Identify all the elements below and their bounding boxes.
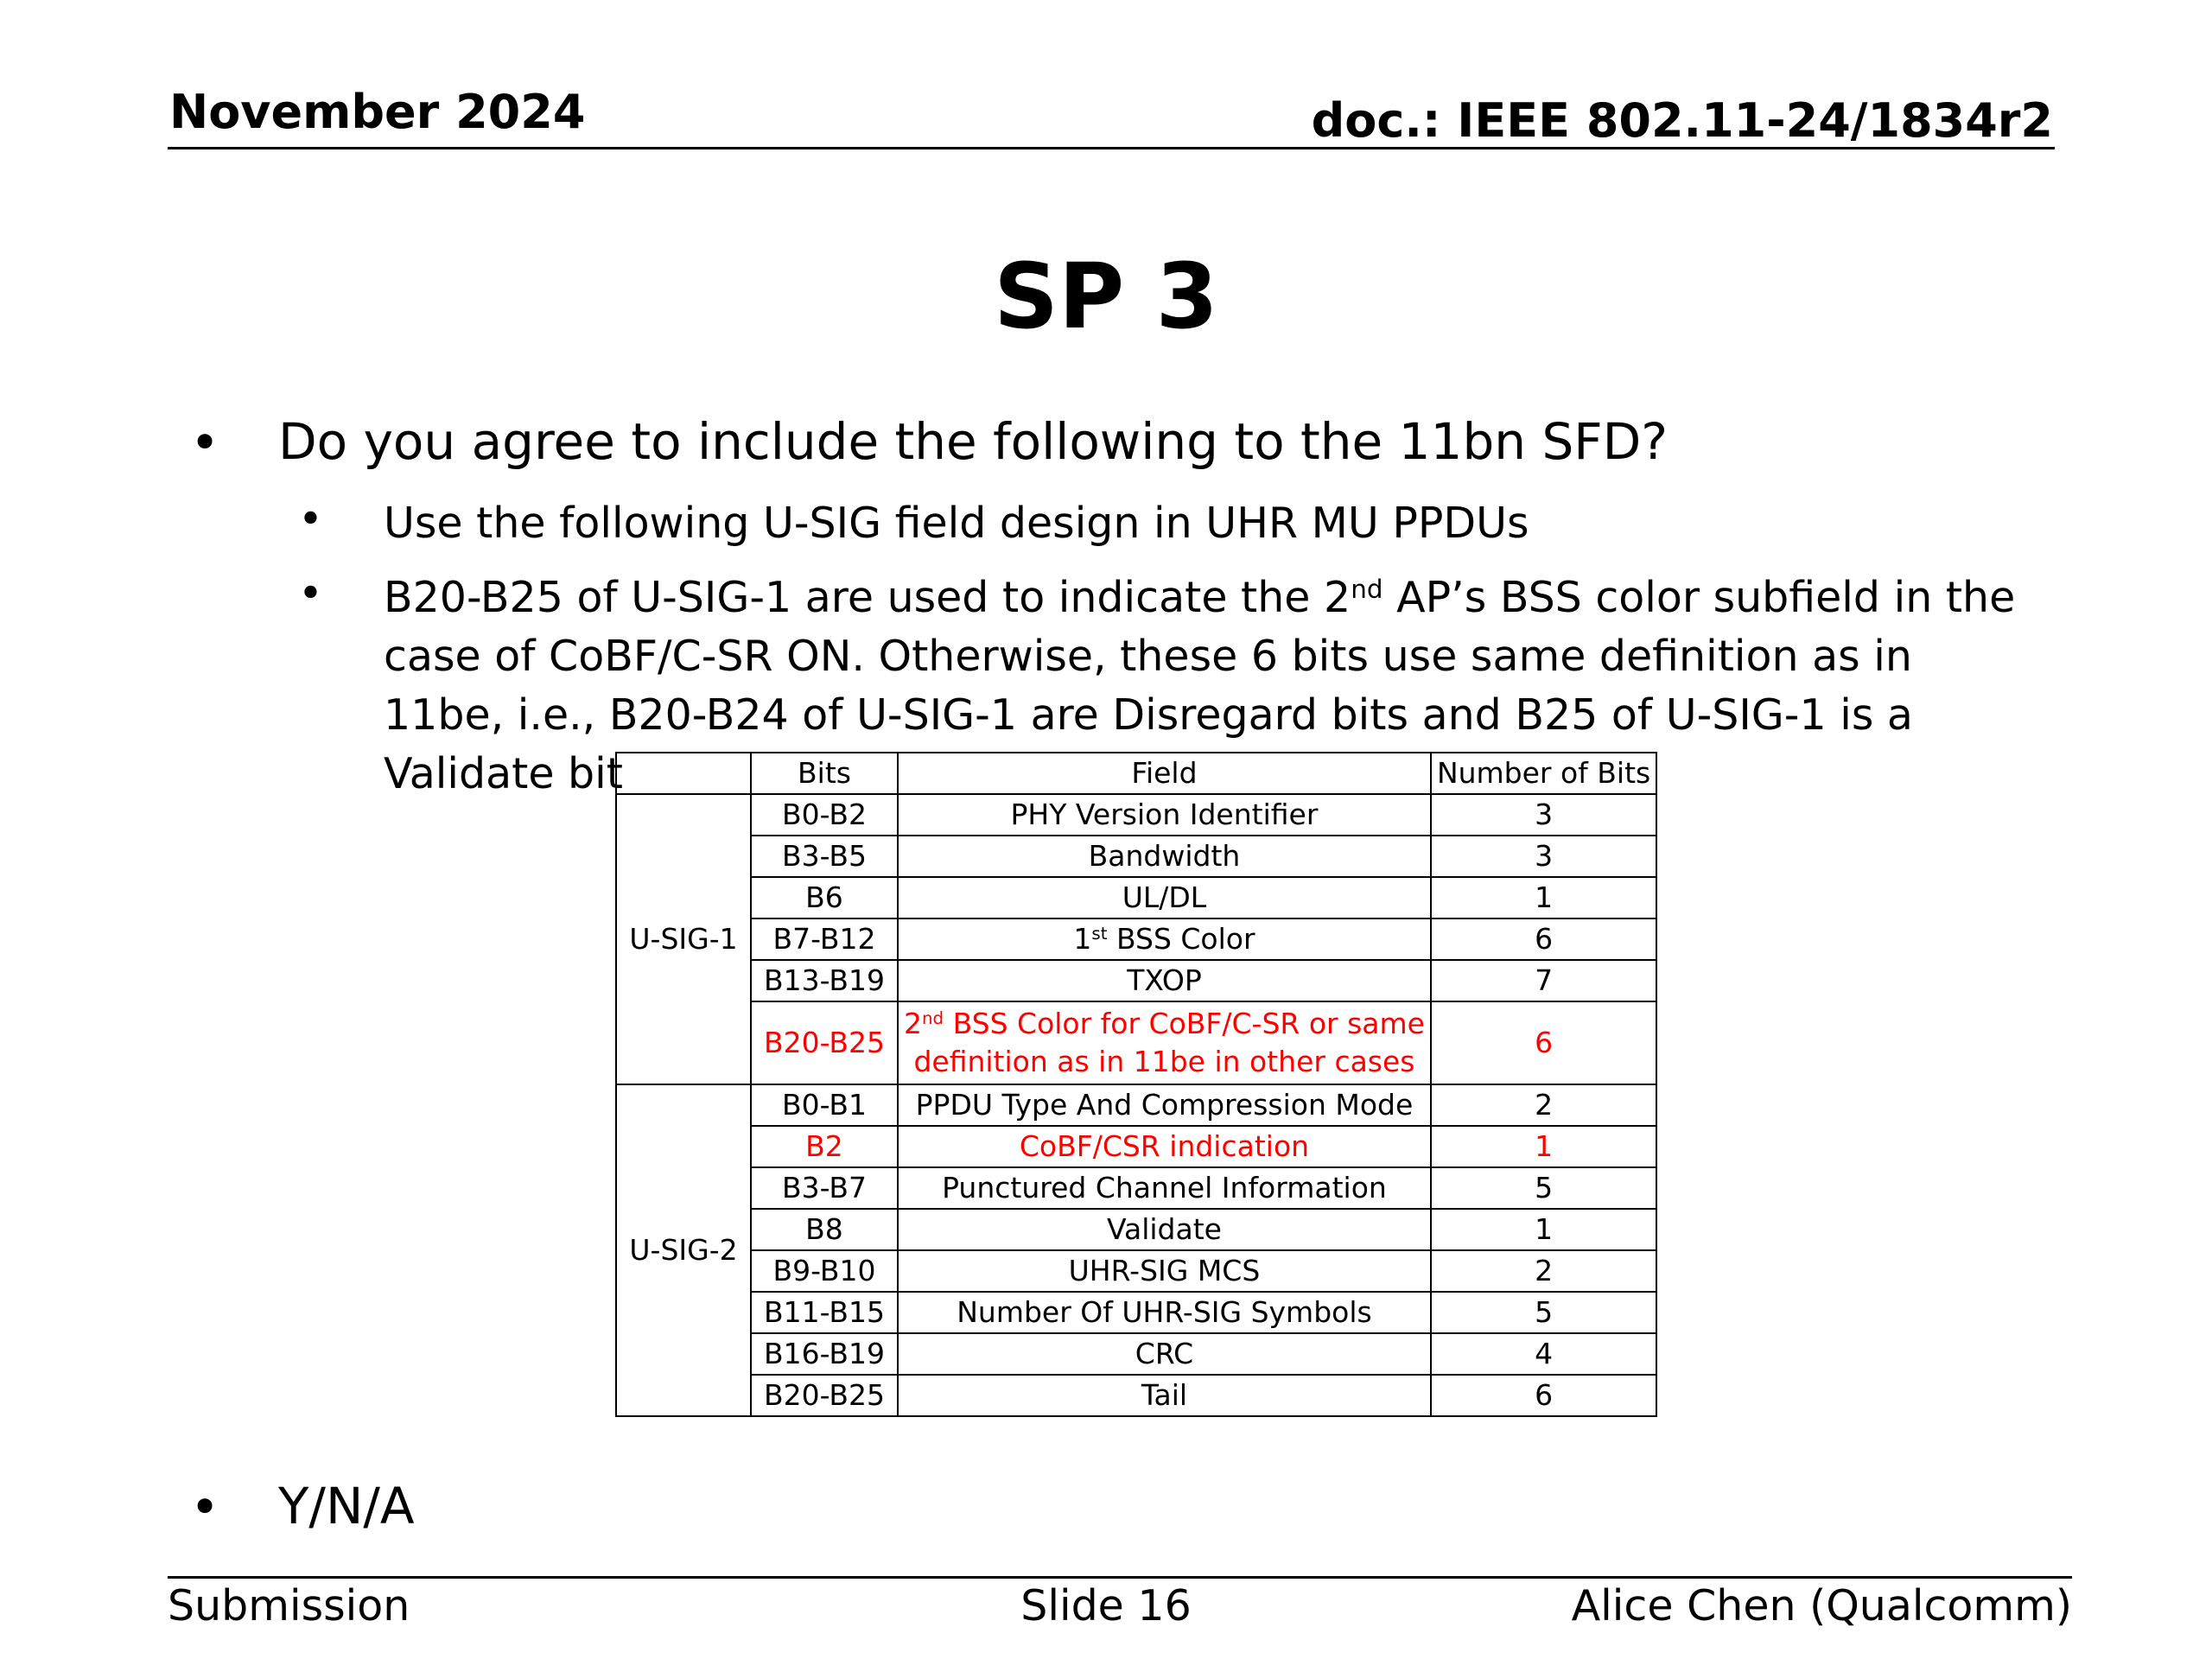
table-row (616, 794, 1656, 836)
group-label-cell: U-SIG-1 (616, 794, 751, 1084)
group-label-cell: U-SIG-2 (616, 1084, 751, 1416)
table-row (616, 918, 1656, 960)
bits-cell: B0-B2 (751, 794, 898, 836)
bits-cell: B16-B19 (751, 1333, 898, 1375)
table-row (616, 1333, 1656, 1375)
field-text: 1 (1073, 922, 1092, 956)
bits-cell: B20-B25 (751, 1001, 898, 1084)
sub-bullet-1: Use the following U-SIG field design in UHR MU PPDUs (384, 499, 1529, 548)
table-header-cell: Field (898, 753, 1431, 794)
question-text: Do you agree to include the following to the 11bn SFD? (278, 412, 1669, 471)
sub-bullet-2-post: AP’s BSS color subfield in the case of CoBF/C-SR ON. Otherwise, these 6 bits use same definition as in 11be, i.e., B20-B24 of U-SIG-1 are Disregard bits and B25 of U-SIG-1 is a Validate bit (384, 573, 2016, 798)
num-bits-cell: 4 (1431, 1333, 1656, 1375)
num-bits-cell: 1 (1431, 1126, 1656, 1167)
field-ordinal: nd (922, 1008, 944, 1029)
table-header-cell (616, 753, 751, 794)
bits-cell: B3-B5 (751, 836, 898, 877)
bits-cell: B2 (751, 1126, 898, 1167)
table-row (616, 1084, 1656, 1126)
field-cell: CRC (898, 1333, 1431, 1375)
table-row (616, 1126, 1656, 1167)
sub-bullet-dot: • (298, 569, 323, 618)
field-cell: TXOP (898, 960, 1431, 1001)
slide-title: SP 3 (994, 244, 1218, 349)
field-text: 2 (904, 1007, 922, 1040)
field-cell: Bandwidth (898, 836, 1431, 877)
table-row (616, 960, 1656, 1001)
bits-cell: B6 (751, 877, 898, 918)
field-cell: Validate (898, 1209, 1431, 1250)
field-cell: Number Of UHR-SIG Symbols (898, 1292, 1431, 1333)
field-cell: Tail (898, 1375, 1431, 1416)
table-row (616, 836, 1656, 877)
num-bits-cell: 3 (1431, 794, 1656, 836)
num-bits-cell: 2 (1431, 1250, 1656, 1292)
num-bits-cell: 6 (1431, 1001, 1656, 1084)
table-row (616, 877, 1656, 918)
usig-table-body (616, 753, 1656, 1416)
field-cell: PPDU Type And Compression Mode (898, 1084, 1431, 1126)
bits-cell: B9-B10 (751, 1250, 898, 1292)
field-text: BSS Color (1107, 922, 1255, 956)
footer-author: Alice Chen (Qualcomm) (1571, 1581, 2072, 1630)
footer-submission: Submission (168, 1581, 410, 1630)
num-bits-cell: 6 (1431, 918, 1656, 960)
bits-cell: B3-B7 (751, 1167, 898, 1209)
footer-slide-number: Slide 16 (1020, 1581, 1192, 1630)
bullet-dot: • (190, 413, 220, 472)
num-bits-cell: 6 (1431, 1375, 1656, 1416)
table-header-cell: Bits (751, 753, 898, 794)
table-row (616, 1250, 1656, 1292)
table-row (616, 1167, 1656, 1209)
num-bits-cell: 7 (1431, 960, 1656, 1001)
num-bits-cell: 5 (1431, 1292, 1656, 1333)
field-cell (898, 1001, 1431, 1084)
field-cell: CoBF/CSR indication (898, 1126, 1431, 1167)
table-header-row (616, 753, 1656, 794)
header-divider (168, 147, 2055, 149)
table-row (616, 1209, 1656, 1250)
table-header-cell: Number of Bits (1431, 753, 1656, 794)
usig-field-table (615, 752, 1657, 1417)
field-cell: UL/DL (898, 877, 1431, 918)
bits-cell: B11-B15 (751, 1292, 898, 1333)
num-bits-cell: 1 (1431, 877, 1656, 918)
sub-bullet-2-sup: nd (1351, 574, 1383, 604)
num-bits-cell: 5 (1431, 1167, 1656, 1209)
header-doc-id: doc.: IEEE 802.11-24/1834r2 (1311, 93, 2053, 148)
footer-divider (168, 1576, 2072, 1579)
bits-cell: B20-B25 (751, 1375, 898, 1416)
num-bits-cell: 1 (1431, 1209, 1656, 1250)
table-row (616, 1375, 1656, 1416)
sub-bullet-2-pre: B20-B25 of U-SIG-1 are used to indicate the 2 (384, 573, 1351, 622)
vote-options: Y/N/A (278, 1477, 415, 1535)
bits-cell: B8 (751, 1209, 898, 1250)
sub-bullet-dot: • (298, 494, 323, 543)
table-row (616, 1292, 1656, 1333)
num-bits-cell: 2 (1431, 1084, 1656, 1126)
header-date: November 2024 (169, 85, 586, 139)
field-cell: UHR-SIG MCS (898, 1250, 1431, 1292)
field-cell (898, 918, 1431, 960)
field-cell: Punctured Channel Information (898, 1167, 1431, 1209)
num-bits-cell: 3 (1431, 836, 1656, 877)
table-row (616, 1001, 1656, 1084)
bits-cell: B0-B1 (751, 1084, 898, 1126)
field-text: BSS Color for CoBF/C-SR or same (944, 1007, 1425, 1040)
bits-cell: B13-B19 (751, 960, 898, 1001)
field-cell: PHY Version Identifier (898, 794, 1431, 836)
bullet-dot: • (190, 1478, 220, 1536)
field-text: definition as in 11be in other cases (913, 1045, 1415, 1078)
field-ordinal: st (1091, 924, 1108, 944)
bits-cell: B7-B12 (751, 918, 898, 960)
